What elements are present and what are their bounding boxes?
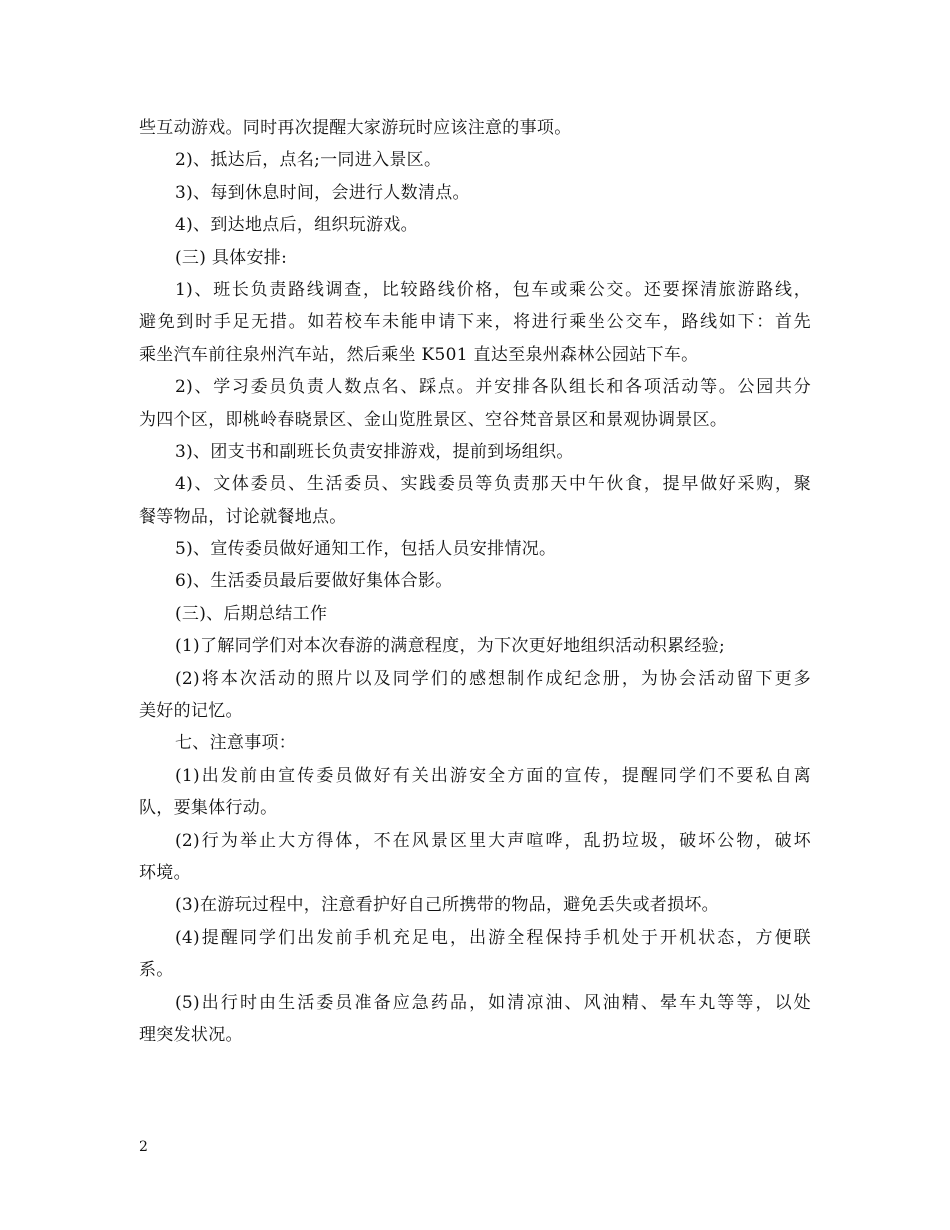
text-line: 系。 (139, 960, 174, 981)
text-line: 为四个区，即桃岭春晓景区、金山览胜景区、空谷梵音景区和景观协调景区。 (139, 409, 728, 430)
text-line: 3)、团支书和副班长负责安排游戏，提前到场组织。 (175, 441, 574, 462)
text-line: (2)将本次活动的照片以及同学们的感想制作成纪念册，为协会活动留下更多 (175, 668, 811, 689)
text-line: 乘坐汽车前往泉州汽车站，然后乘坐 K501 直达至泉州森林公园站下车。 (139, 344, 699, 365)
text-line: (5)出行时由生活委员准备应急药品，如清凉油、风油精、晕车丸等等，以处 (175, 992, 811, 1013)
text-line: 些互动游戏。同时再次提醒大家游玩时应该注意的事项。 (139, 118, 572, 138)
text-line: 环境。 (139, 862, 191, 883)
text-line: 理突发状况。 (139, 1024, 243, 1045)
text-line: (3)在游玩过程中，注意看护好自己所携带的物品，避免丢失或者损坏。 (175, 895, 719, 916)
text-line: 避免到时手足无措。如若校车未能申请下来，将进行乘坐公交车，路线如下：首先 (139, 312, 811, 333)
text-line: 1)、班长负责路线调查，比较路线价格，包车或乘公交。还要探清旅游路线， (175, 279, 811, 300)
text-line: 2)、学习委员负责人数点名、踩点。并安排各队组长和各项活动等。公园共分 (175, 377, 811, 398)
section-heading: (三)、后期总结工作 (175, 603, 328, 624)
text-line: 2)、抵达后，点名;一同进入景区。 (175, 150, 442, 171)
text-line: (4)提醒同学们出发前手机充足电，出游全程保持手机处于开机状态，方便联 (175, 927, 811, 948)
section-heading: (三) 具体安排: (175, 247, 288, 268)
text-line: 4)、到达地点后，组织玩游戏。 (175, 215, 418, 236)
text-line: 4)、文体委员、生活委员、实践委员等负责那天中午伙食，提早做好采购，聚 (175, 474, 811, 495)
text-line: 餐等物品，讨论就餐地点。 (139, 506, 347, 527)
page-number: 2 (139, 1139, 148, 1155)
text-line: (1)出发前由宣传委员做好有关出游安全方面的宣传，提醒同学们不要私自离 (175, 765, 811, 786)
text-line: 6)、生活委员最后要做好集体合影。 (175, 571, 453, 592)
text-line: (1)了解同学们对本次春游的满意程度，为下次更好地组织活动积累经验; (175, 636, 726, 657)
document-body (139, 112, 811, 1051)
text-line: 5)、宣传委员做好通知工作，包括人员安排情况。 (175, 539, 557, 560)
text-line: 美好的记忆。 (139, 701, 243, 722)
text-line: (2)行为举止大方得体，不在风景区里大声喧哗，乱扔垃圾，破坏公物，破坏 (175, 830, 811, 851)
text-line: 队，要集体行动。 (139, 798, 278, 819)
text-line: 3)、每到休息时间，会进行人数清点。 (175, 182, 470, 203)
section-heading: 七、注意事项： (175, 733, 297, 754)
